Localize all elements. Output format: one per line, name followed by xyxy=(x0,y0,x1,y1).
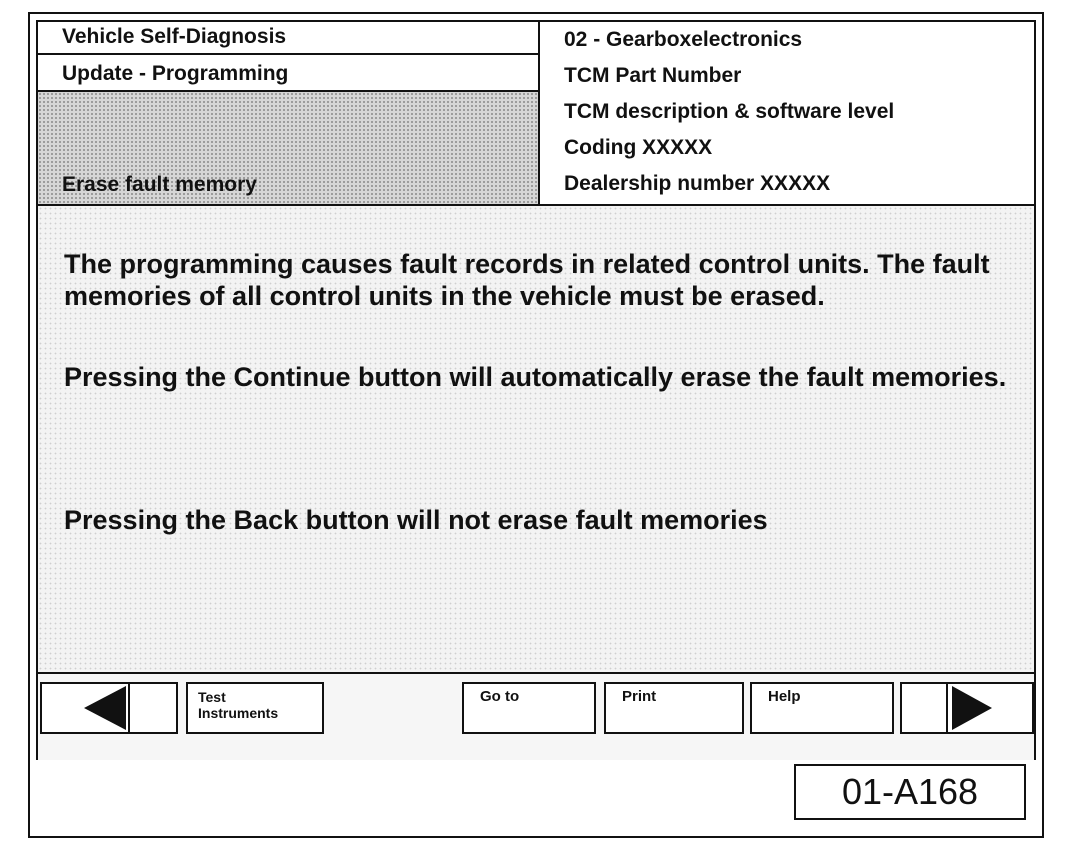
tcm-part-number: TCM Part Number xyxy=(564,64,742,87)
go-to-button[interactable]: Go to xyxy=(462,682,596,734)
message-continue: Pressing the Continue button will automatically erase the fault memories. xyxy=(64,362,1007,392)
figure-code: 01-A168 xyxy=(794,764,1026,820)
vehicle-info xyxy=(540,22,1034,204)
control-unit-address: 02 - Gearboxelectronics xyxy=(564,28,803,51)
diagnosis-window xyxy=(36,20,1036,760)
dealership-number: Dealership number XXXXX xyxy=(564,172,831,195)
message-back: Pressing the Back button will not erase fault memories xyxy=(64,505,768,535)
continue-button[interactable] xyxy=(900,682,1034,734)
right-arrow-icon xyxy=(948,684,996,732)
help-button[interactable]: Help xyxy=(750,682,894,734)
left-arrow-icon xyxy=(80,684,128,732)
test-instruments-label-line2: Instruments xyxy=(198,705,279,721)
message-area xyxy=(38,206,1034,672)
header xyxy=(38,22,1034,206)
current-step xyxy=(38,92,540,204)
coding: Coding XXXXX xyxy=(564,136,713,159)
function-title: Update - Programming xyxy=(38,55,540,92)
back-button-divider xyxy=(128,684,130,732)
back-button[interactable] xyxy=(40,682,178,734)
current-step-label: Erase fault memory xyxy=(62,173,257,196)
screen-frame xyxy=(28,12,1044,838)
test-instruments-button[interactable] xyxy=(186,682,324,734)
button-bar xyxy=(38,672,1034,760)
print-button[interactable]: Print xyxy=(604,682,744,734)
message-fault-records: The programming causes fault records in related control units. The fault memories of all control units in the vehicle must be erased. xyxy=(64,249,990,311)
mode-title: Vehicle Self-Diagnosis xyxy=(38,22,540,55)
test-instruments-label-line1: Test xyxy=(198,689,226,705)
tcm-description: TCM description & software level xyxy=(564,100,895,123)
